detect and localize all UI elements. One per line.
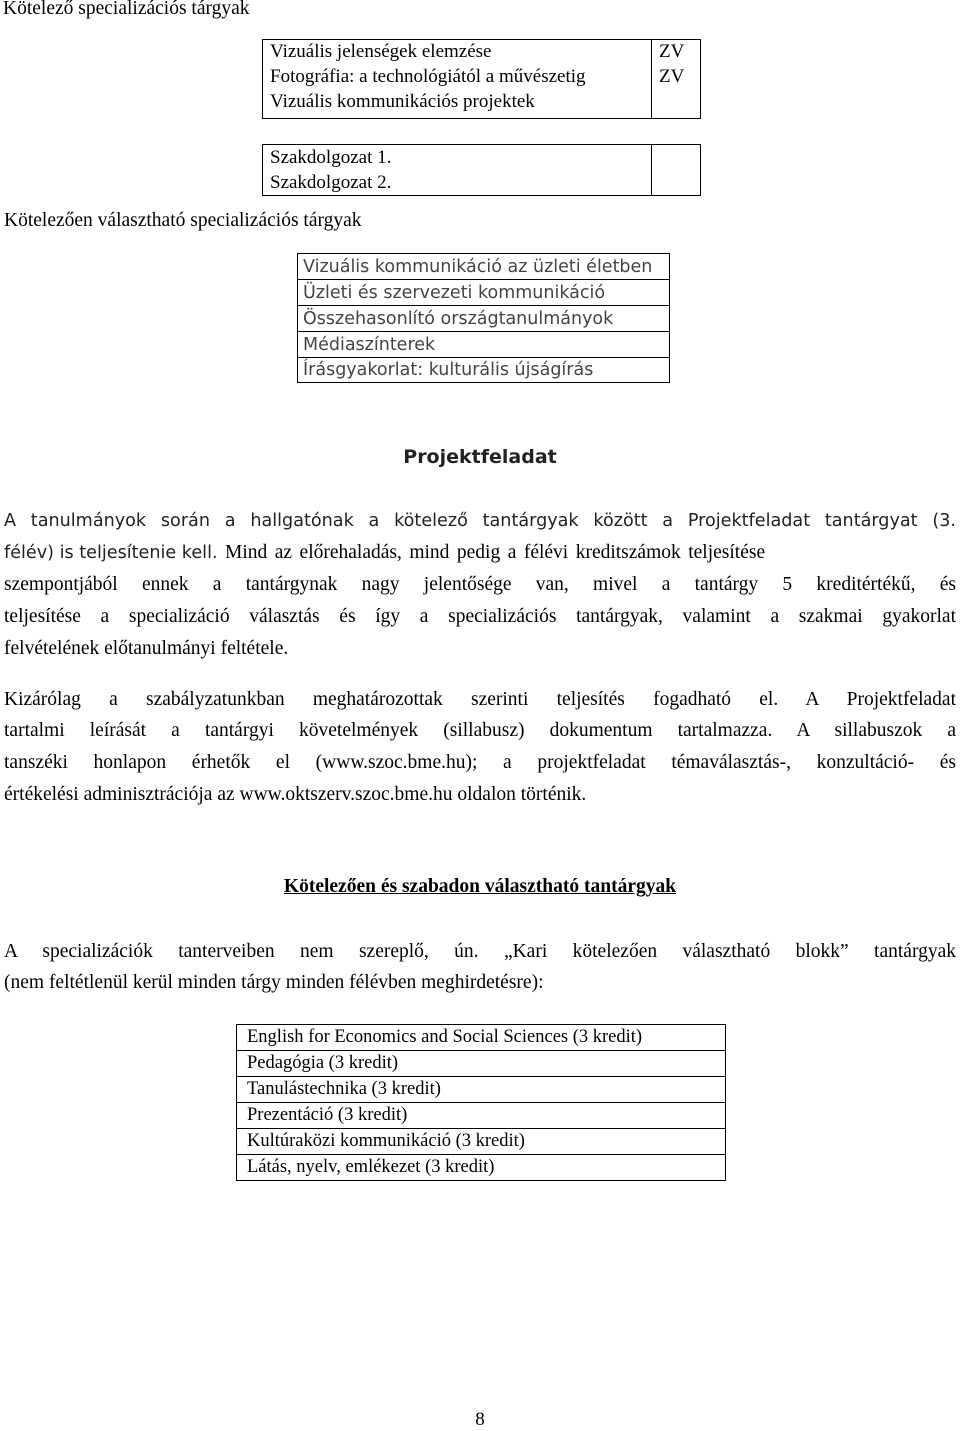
elective-courses-table xyxy=(297,253,670,383)
table-row xyxy=(298,306,669,332)
table-row xyxy=(237,1155,725,1181)
text-fragment: Mind az előrehaladás, mind pedig a félévi kreditszámok teljesítése xyxy=(217,542,766,563)
table-cell xyxy=(651,144,701,196)
paragraph-line: tartalmi leírását a tantárgyi követelmények (sillabusz) dokumentum tartalmazza. A sillabuszok a xyxy=(4,720,956,741)
course-code: ZV xyxy=(659,66,685,87)
paragraph-line: tanszéki honlapon érhetők el (www.szoc.bme.hu); a projektfeladat témaválasztás-, konzultáció- és xyxy=(4,752,956,773)
table-row xyxy=(298,254,669,280)
free-electives-heading: Kötelezően és szabadon választható tantárgyak xyxy=(283,876,677,897)
projekt-heading: Projektfeladat xyxy=(403,446,557,468)
table-row xyxy=(237,1051,725,1077)
table-row xyxy=(237,1025,725,1051)
paragraph-line xyxy=(4,542,956,564)
paragraph-line: értékelési adminisztrációja az www.oktszerv.szoc.bme.hu oldalon történik. xyxy=(4,784,587,805)
paragraph-line: A specializációk tanterveiben nem szereplő, ún. „Kari kötelezően választható blokk” tantárgyak xyxy=(4,941,956,962)
course-name: Vizuális jelenségek elemzése xyxy=(270,41,492,62)
paragraph-line: Kizárólag a szabályzatunkban meghatározottak szerinti teljesítés fogadható el. A Projektfeladat xyxy=(4,689,956,710)
course-name: Médiaszínterek xyxy=(303,335,436,355)
section-heading-elective: Kötelezően választható specializációs tárgyak xyxy=(4,210,362,231)
course-name: Üzleti és szervezeti kommunikáció xyxy=(303,283,606,303)
paragraph-line: teljesítése a specializáció választás és így a specializációs tantárgyak, valamint a szakmai gyakorlat xyxy=(4,606,956,627)
course-code: ZV xyxy=(659,41,685,62)
course-name: Szakdolgozat 2. xyxy=(270,172,392,193)
course-name: Összehasonlító országtanulmányok xyxy=(303,309,614,329)
paragraph-line: A tanulmányok során a hallgatónak a kötelező tantárgyak között a Projektfeladat tantárgyat (3. xyxy=(4,511,956,531)
table-row xyxy=(237,1103,725,1129)
course-name: English for Economics and Social Sciences (3 kredit) xyxy=(247,1027,643,1047)
paragraph-line: felvételének előtanulmányi feltétele. xyxy=(4,638,289,659)
table-row xyxy=(298,357,669,383)
course-name: Fotográfia: a technológiától a művészetig xyxy=(270,66,586,87)
course-name: Látás, nyelv, emlékezet (3 kredit) xyxy=(247,1157,495,1177)
page-number: 8 xyxy=(475,1409,485,1430)
course-name: Vizuális kommunikációs projektek xyxy=(270,91,535,112)
table-row xyxy=(298,280,669,306)
course-name: Írásgyakorlat: kulturális újságírás xyxy=(303,360,594,380)
course-name: Pedagógia (3 kredit) xyxy=(247,1053,399,1073)
paragraph-line: szempontjából ennek a tantárgynak nagy jelentősége van, mivel a tantárgy 5 kreditértékű, és xyxy=(4,574,956,595)
course-name: Kultúraközi kommunikáció (3 kredit) xyxy=(247,1131,525,1151)
course-name: Vizuális kommunikáció az üzleti életben xyxy=(303,257,653,277)
table-row xyxy=(237,1129,725,1155)
course-name: Prezentáció (3 kredit) xyxy=(247,1105,408,1125)
free-electives-table xyxy=(236,1024,726,1181)
table-row xyxy=(237,1077,725,1103)
paragraph-line: (nem feltétlenül kerül minden tárgy minden félévben meghirdetésre): xyxy=(4,972,544,993)
table-row xyxy=(298,332,669,358)
course-name: Tanulástechnika (3 kredit) xyxy=(247,1079,441,1099)
course-name: Szakdolgozat 1. xyxy=(270,147,392,168)
section-heading-mandatory: Kötelező specializációs tárgyak xyxy=(3,0,250,19)
text-fragment: félév) is teljesítenie kell. xyxy=(4,543,218,563)
